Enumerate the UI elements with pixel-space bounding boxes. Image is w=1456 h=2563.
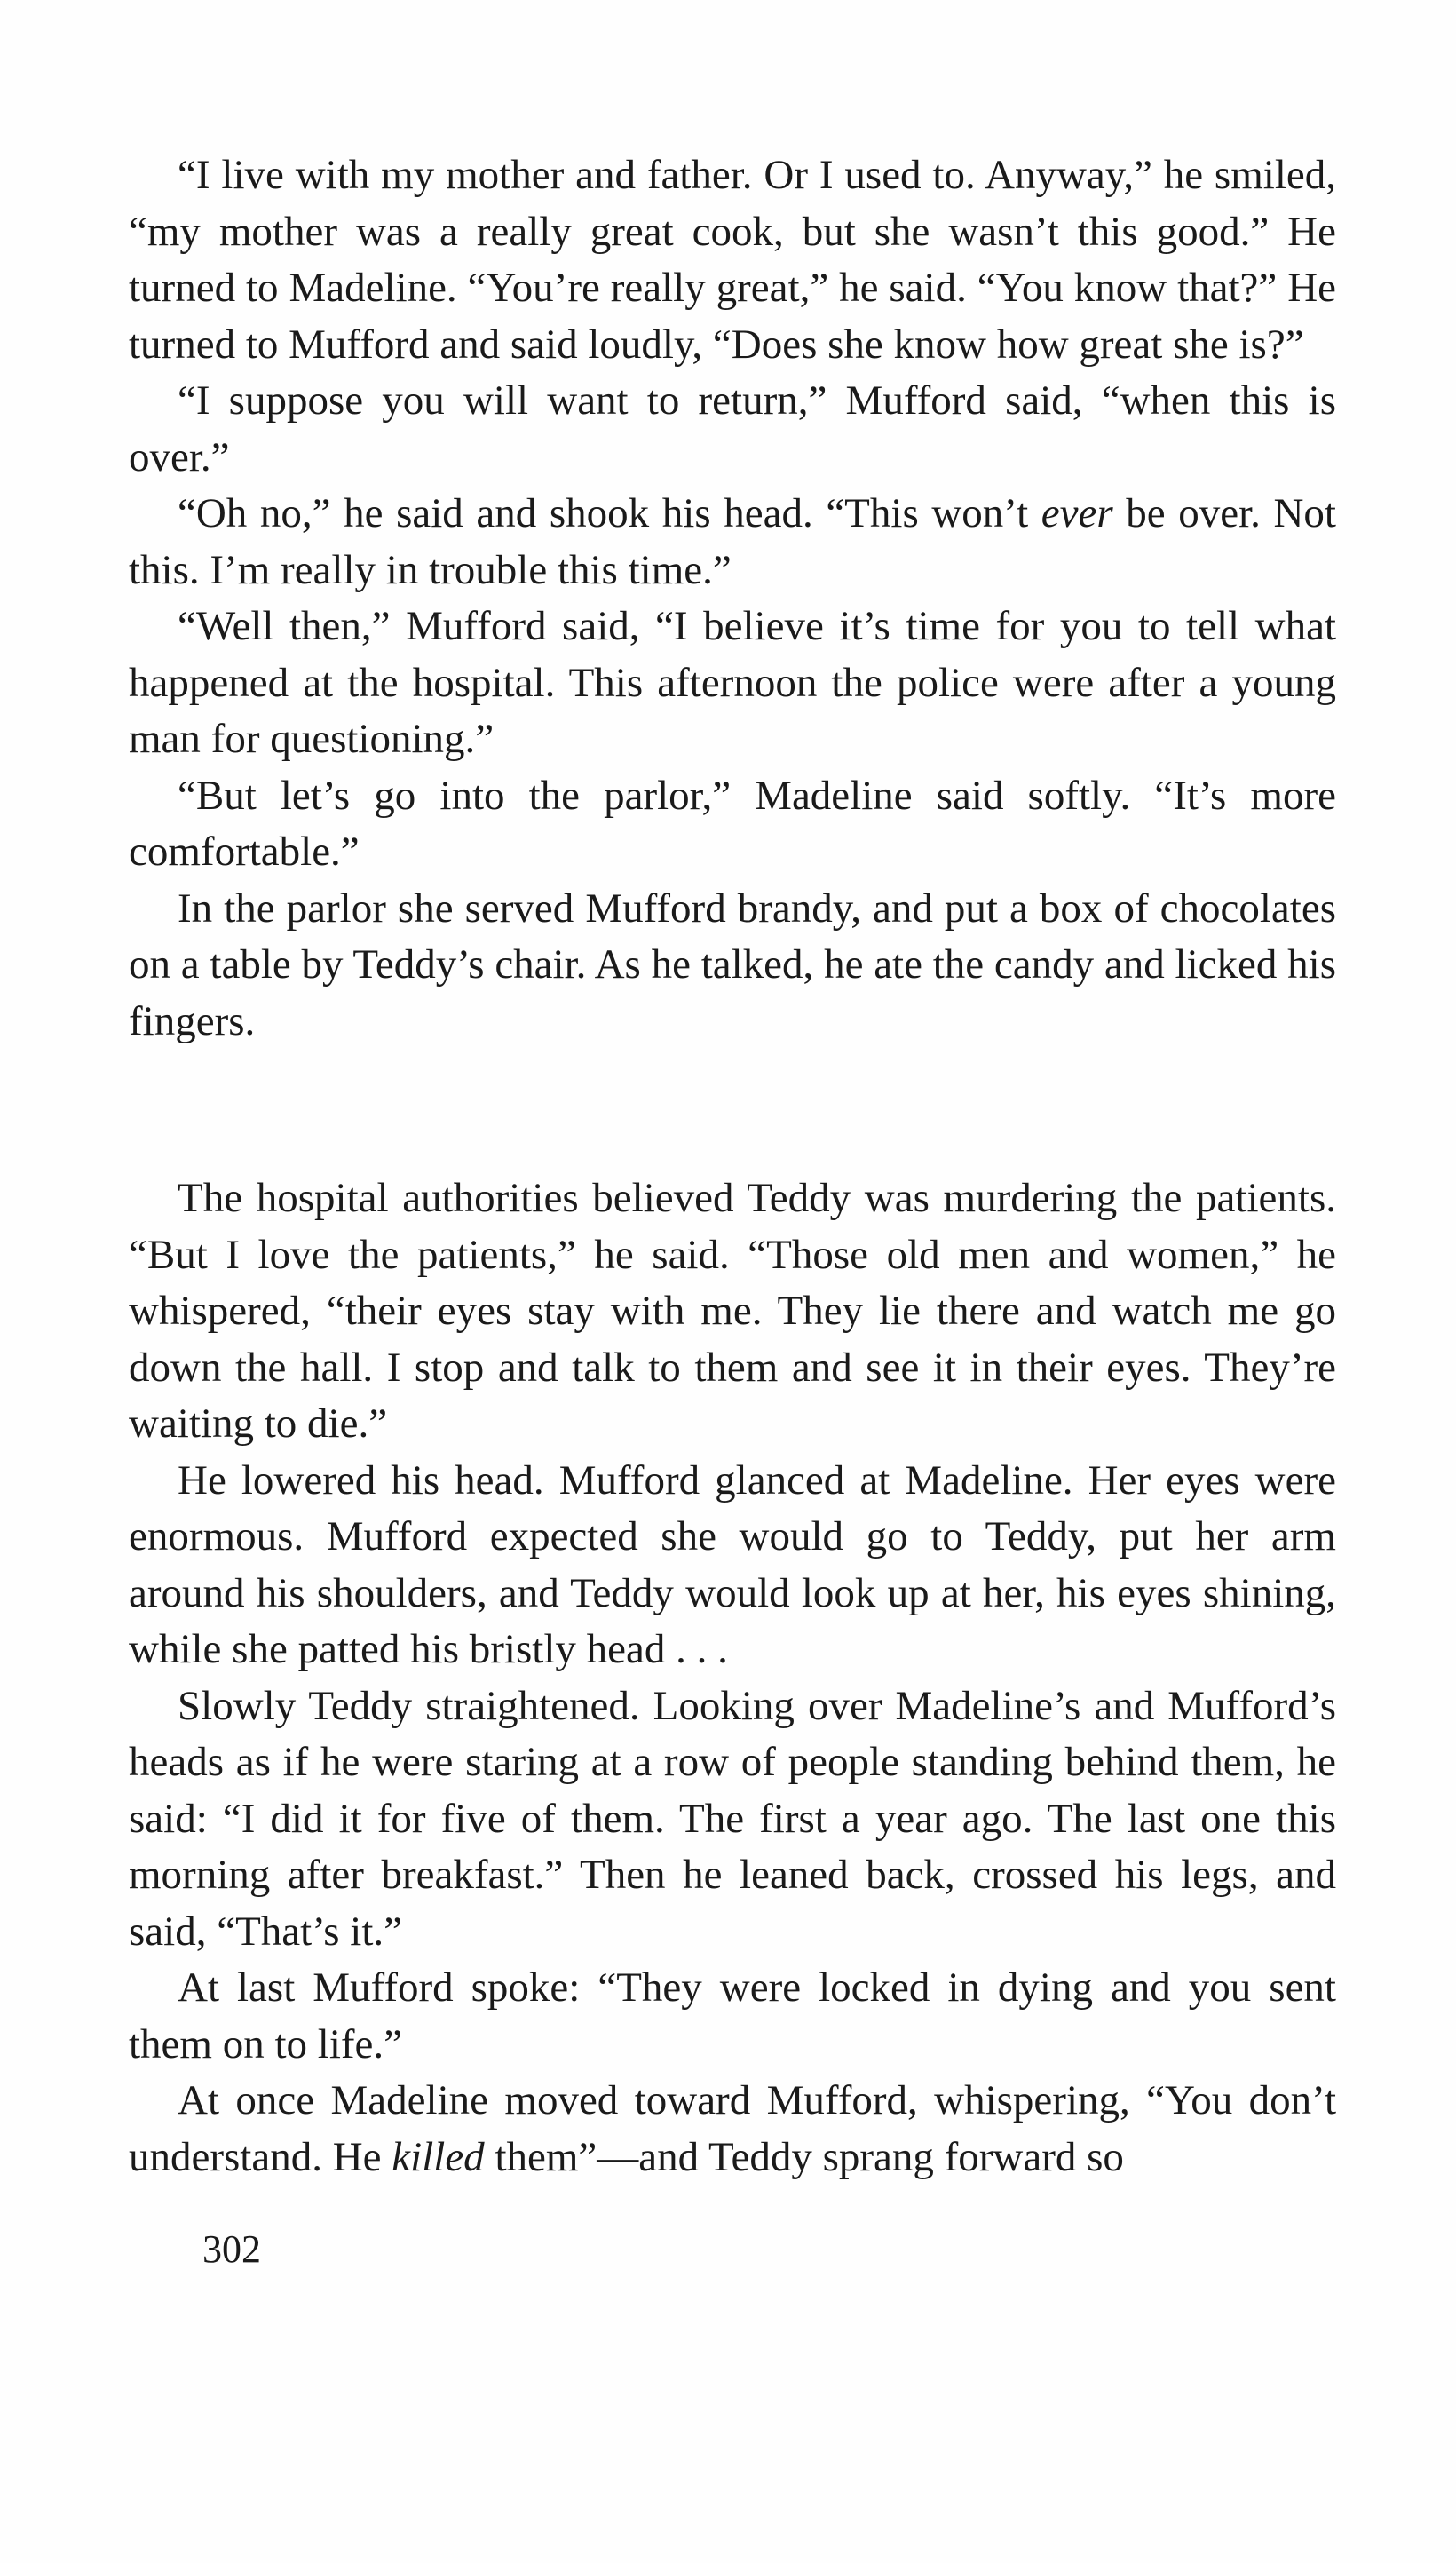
page-number: 302 [202, 2227, 261, 2271]
text-run: be over. Not this. I’m really in trouble this time.” [129, 490, 1336, 593]
paragraph [129, 486, 1336, 599]
text-run: At once Madeline moved toward Mufford, whispering, “You don’t understand. He [129, 2077, 1336, 2180]
paragraph: “I suppose you will want to return,” Mufford said, “when this is over.” [129, 377, 1336, 480]
paragraph: The hospital authorities believed Teddy was murdering the patients. “But I love the patients,” he said. “Those old men and women,” he whispered, “their eyes stay with me. They lie there and watch me go down the hall. I stop and talk to them and see it in their eyes. They’re waiting to die.” [129, 1175, 1336, 1447]
text-run: them”—and Teddy sprang forward so [484, 2133, 1124, 2180]
paragraph: At last Mufford spoke: “They were locked in dying and you sent them on to life.” [129, 1964, 1336, 2067]
paragraph: “But let’s go into the parlor,” Madeline said softly. “It’s more comfortable.” [129, 772, 1336, 875]
text-section-2 [129, 1170, 1336, 2186]
paragraph [129, 2073, 1336, 2186]
paragraph: He lowered his head. Mufford glanced at Madeline. Her eyes were enormous. Mufford expected she would go to Teddy, put her arm around his shoulders, and Teddy would look up at her, his eyes shining, while she patted his bristly head . . . [129, 1456, 1336, 1672]
paragraph: In the parlor she served Mufford brandy, and put a box of chocolates on a table by Teddy’s chair. As he talked, he ate the candy and licked his fingers. [129, 885, 1336, 1044]
text-run: “Oh no,” he said and shook his head. “This won’t [178, 490, 1041, 536]
paragraph: Slowly Teddy straightened. Looking over Madeline’s and Mufford’s heads as if he were staring at a row of people standing behind them, he said: “I did it for five of them. The first a year ago. The last one this morning after breakfast.” Then he leaned back, crossed his legs, and said, “That’s it.” [129, 1682, 1336, 1955]
paragraph: “I live with my mother and father. Or I used to. Anyway,” he smiled, “my mother was a really great cook, but she wasn’t this good.” He turned to Madeline. “You’re really great,” he said. “You know that?” He turned to Mufford and said loudly, “Does she know how great she is?” [129, 152, 1336, 368]
text-section-1 [129, 147, 1336, 1050]
italic-word: killed [392, 2133, 485, 2180]
italic-word: ever [1041, 490, 1113, 536]
paragraph: “Well then,” Mufford said, “I believe it’s time for you to tell what happened at the hospital. This afternoon the police were after a young man for questioning.” [129, 603, 1336, 762]
